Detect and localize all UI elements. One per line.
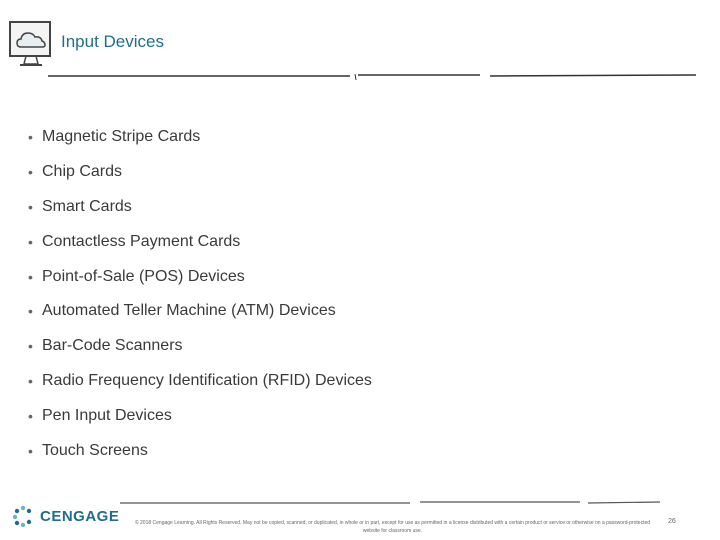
title-divider [20,62,696,82]
bullet-text: Touch Screens [42,441,148,459]
bullet-text: Smart Cards [42,197,132,215]
cengage-logo-icon [12,505,34,527]
bullet-item [28,294,688,329]
bullet-text: Magnetic Stripe Cards [42,128,201,146]
bullet-text: Chip Cards [42,163,123,181]
bullet-item [28,364,688,399]
bullet-marker: • [28,129,33,146]
bullet-text: Pen Input Devices [42,406,172,424]
bullet-item [28,120,688,155]
slide-title: Input Devices [61,32,164,51]
bullet-text: Point-of-Sale (POS) Devices [42,267,245,285]
bullet-marker: • [28,442,33,459]
bullet-marker: • [28,268,33,285]
bullet-text: Automated Teller Machine (ATM) Devices [42,302,336,320]
bullet-item [28,329,688,364]
bullet-marker: • [28,303,33,320]
bullet-text: Radio Frequency Identification (RFID) Devices [42,371,372,389]
bullet-item [28,155,688,190]
footer-divider [120,495,660,509]
bullet-item [28,224,688,259]
copyright-notice: © 2018 Cengage Learning. All Rights Reserved. May not be copied, scanned, or duplicated, in whole or in part, except for use as permitted in a license distributed with a certain product or service or otherwise on a password-protected website for classroom use. [134,520,651,534]
bullet-marker: • [28,198,33,215]
bullet-marker: • [28,407,33,424]
brand-name: CENGAGE [40,507,120,525]
bullet-item [28,433,688,468]
bullet-marker: • [28,372,33,389]
cengage-logo [12,505,122,527]
bullet-marker: • [28,164,33,181]
bullet-text: Contactless Payment Cards [42,232,241,250]
bullet-item [28,190,688,225]
page-number: 26 [668,518,676,525]
bullet-marker: • [28,338,33,355]
bullet-marker: • [28,233,33,250]
bullet-item [28,259,688,294]
bullet-item [28,398,688,433]
bullet-list [28,120,688,468]
bullet-text: Bar-Code Scanners [42,337,183,355]
